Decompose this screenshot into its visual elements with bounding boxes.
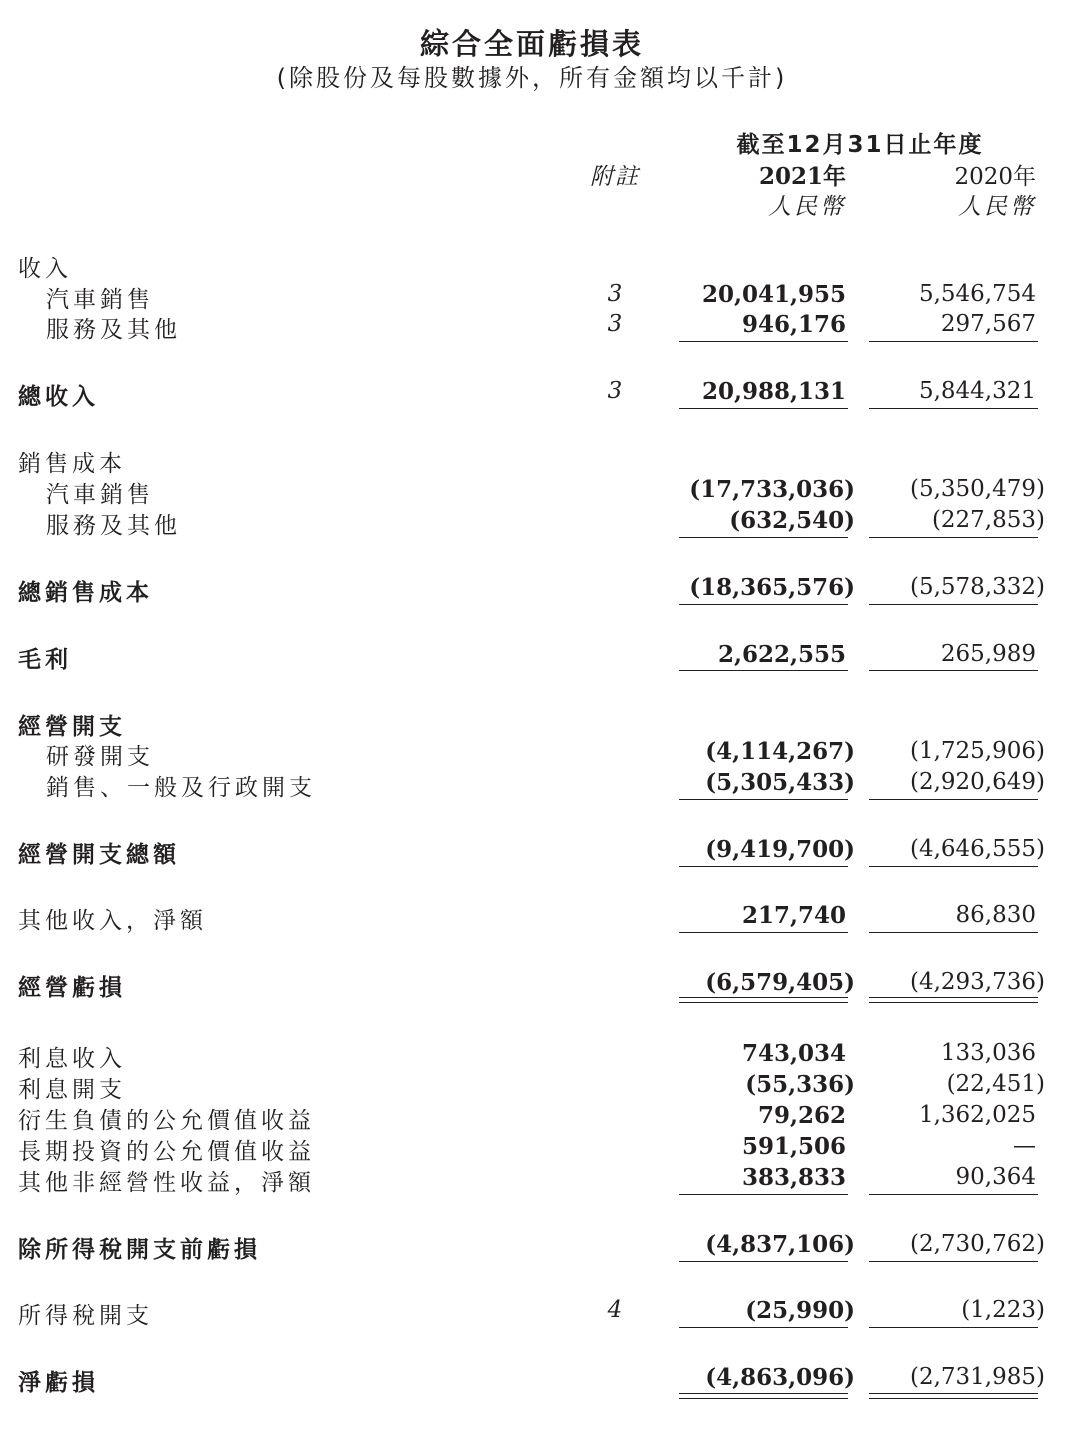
subtotal-underline	[869, 604, 1038, 605]
statement-row	[0, 1133, 1080, 1163]
value-2021: (632,540)	[729, 507, 855, 534]
row-label: 淨虧損	[18, 1370, 99, 1396]
value-2021: (5,305,433)	[705, 769, 855, 796]
subtotal-underline	[869, 799, 1038, 800]
note-column-header: 附註	[590, 164, 640, 190]
statement-row	[0, 445, 1080, 475]
statement-row	[0, 1364, 1080, 1394]
row-label: 收入	[18, 256, 72, 282]
statement-row	[0, 250, 1080, 280]
value-2021: 383,833	[741, 1164, 846, 1191]
row-label: 銷售、一般及行政開支	[46, 775, 316, 801]
value-2021: 591,506	[741, 1133, 846, 1160]
statement-row	[0, 1164, 1080, 1194]
row-label: 利息開支	[18, 1077, 126, 1103]
value-2021: (4,114,267)	[705, 738, 855, 765]
value-2021: (18,365,576)	[689, 574, 855, 601]
row-label: 其他收入，淨額	[18, 908, 207, 934]
statement-row	[0, 641, 1080, 671]
value-2021: (25,990)	[745, 1297, 855, 1324]
statement-row	[0, 836, 1080, 866]
statement-subtitle: (除股份及每股數據外，所有金額均以千計)	[276, 64, 788, 92]
subtotal-underline	[679, 932, 848, 933]
value-2020: 90,364	[955, 1164, 1036, 1190]
subtotal-underline	[869, 341, 1038, 342]
row-label: 汽車銷售	[46, 482, 154, 508]
value-2021: 946,176	[741, 311, 846, 338]
subtotal-underline	[679, 408, 848, 409]
value-2020: (5,350,479)	[909, 476, 1045, 502]
subtotal-underline	[869, 1327, 1038, 1328]
value-2020: 265,989	[940, 641, 1036, 667]
subtotal-underline	[869, 932, 1038, 933]
value-2020: (22,451)	[946, 1071, 1045, 1097]
subtotal-underline	[679, 1194, 848, 1195]
value-2020: 5,546,754	[918, 281, 1036, 307]
value-2020: 5,844,321	[918, 378, 1036, 404]
row-note: 3	[607, 311, 623, 337]
double-underline	[679, 997, 848, 1003]
value-2020: 133,036	[940, 1040, 1036, 1066]
subtotal-underline	[869, 408, 1038, 409]
statement-row	[0, 1297, 1080, 1327]
subtotal-underline	[869, 670, 1038, 671]
statement-row	[0, 507, 1080, 537]
value-2021: (9,419,700)	[705, 836, 855, 863]
statement-row	[0, 1071, 1080, 1101]
statement-row	[0, 738, 1080, 768]
value-2020: (2,920,649)	[909, 769, 1045, 795]
value-2021: (6,579,405)	[705, 969, 855, 996]
statement-row	[0, 281, 1080, 311]
statement-row	[0, 1040, 1080, 1070]
row-label: 除所得稅開支前虧損	[18, 1237, 261, 1263]
row-label: 服務及其他	[46, 317, 181, 343]
statement-title: 綜合全面虧損表	[419, 27, 644, 61]
value-2020: —	[1013, 1133, 1036, 1159]
row-label: 經營虧損	[18, 975, 126, 1001]
subtotal-underline	[679, 670, 848, 671]
subtotal-underline	[679, 866, 848, 867]
value-2021: (4,863,096)	[705, 1364, 855, 1391]
row-label: 利息收入	[18, 1046, 126, 1072]
year-2021-header: 2021年	[758, 163, 846, 190]
value-2021: 79,262	[757, 1102, 846, 1129]
statement-row	[0, 708, 1080, 738]
statement-row	[0, 1231, 1080, 1261]
row-note: 3	[607, 378, 623, 404]
row-label: 所得稅開支	[18, 1303, 153, 1329]
row-label: 長期投資的公允價值收益	[18, 1139, 315, 1165]
subtotal-underline	[869, 866, 1038, 867]
value-2020: (2,731,985)	[909, 1364, 1045, 1390]
value-2020: 297,567	[940, 311, 1036, 337]
value-2020: 1,362,025	[918, 1102, 1036, 1128]
value-2021: (4,837,106)	[705, 1231, 855, 1258]
value-2020: (5,578,332)	[909, 574, 1045, 600]
value-2020: (4,646,555)	[909, 836, 1045, 862]
statement-row	[0, 902, 1080, 932]
row-label: 總收入	[18, 384, 99, 410]
row-note: 4	[607, 1297, 623, 1323]
double-underline	[679, 1393, 848, 1399]
year-2020-header: 2020年	[954, 164, 1036, 190]
value-2020: 86,830	[955, 902, 1036, 928]
row-label: 銷售成本	[18, 451, 126, 477]
statement-row	[0, 311, 1080, 341]
row-label: 汽車銷售	[46, 287, 154, 313]
row-label: 服務及其他	[46, 513, 181, 539]
double-underline	[869, 1393, 1038, 1399]
statement-row	[0, 969, 1080, 999]
row-label: 其他非經營性收益，淨額	[18, 1170, 315, 1196]
row-note: 3	[607, 281, 623, 307]
statement-row	[0, 769, 1080, 799]
value-2020: (1,725,906)	[909, 738, 1045, 764]
value-2021: 217,740	[741, 902, 846, 929]
value-2020: (2,730,762)	[909, 1231, 1045, 1257]
subtotal-underline	[679, 1327, 848, 1328]
subtotal-underline	[679, 537, 848, 538]
value-2021: 743,034	[741, 1040, 846, 1067]
subtotal-underline	[679, 799, 848, 800]
subtotal-underline	[869, 537, 1038, 538]
statement-row	[0, 378, 1080, 408]
period-header: 截至12月31日止年度	[736, 132, 984, 158]
row-label: 衍生負債的公允價值收益	[18, 1108, 315, 1134]
subtotal-underline	[679, 341, 848, 342]
value-2021: 2,622,555	[717, 641, 846, 668]
currency-2020-header: 人民幣	[958, 194, 1036, 220]
row-label: 經營開支總額	[18, 842, 180, 868]
row-label: 研發開支	[46, 744, 154, 770]
subtotal-underline	[679, 604, 848, 605]
row-label: 總銷售成本	[18, 580, 153, 606]
value-2020: (227,853)	[931, 507, 1045, 533]
value-2021: 20,041,955	[701, 281, 846, 308]
statement-row	[0, 574, 1080, 604]
row-label: 毛利	[18, 647, 72, 673]
value-2021: (17,733,036)	[689, 476, 855, 503]
subtotal-underline	[679, 1261, 848, 1262]
value-2020: (1,223)	[961, 1297, 1045, 1323]
value-2020: (4,293,736)	[909, 969, 1045, 995]
currency-2021-header: 人民幣	[768, 194, 846, 220]
value-2021: 20,988,131	[701, 378, 846, 405]
value-2021: (55,336)	[745, 1071, 855, 1098]
double-underline	[869, 997, 1038, 1003]
subtotal-underline	[869, 1261, 1038, 1262]
row-label: 經營開支	[18, 714, 126, 740]
subtotal-underline	[869, 1194, 1038, 1195]
statement-row	[0, 476, 1080, 506]
statement-row	[0, 1102, 1080, 1132]
